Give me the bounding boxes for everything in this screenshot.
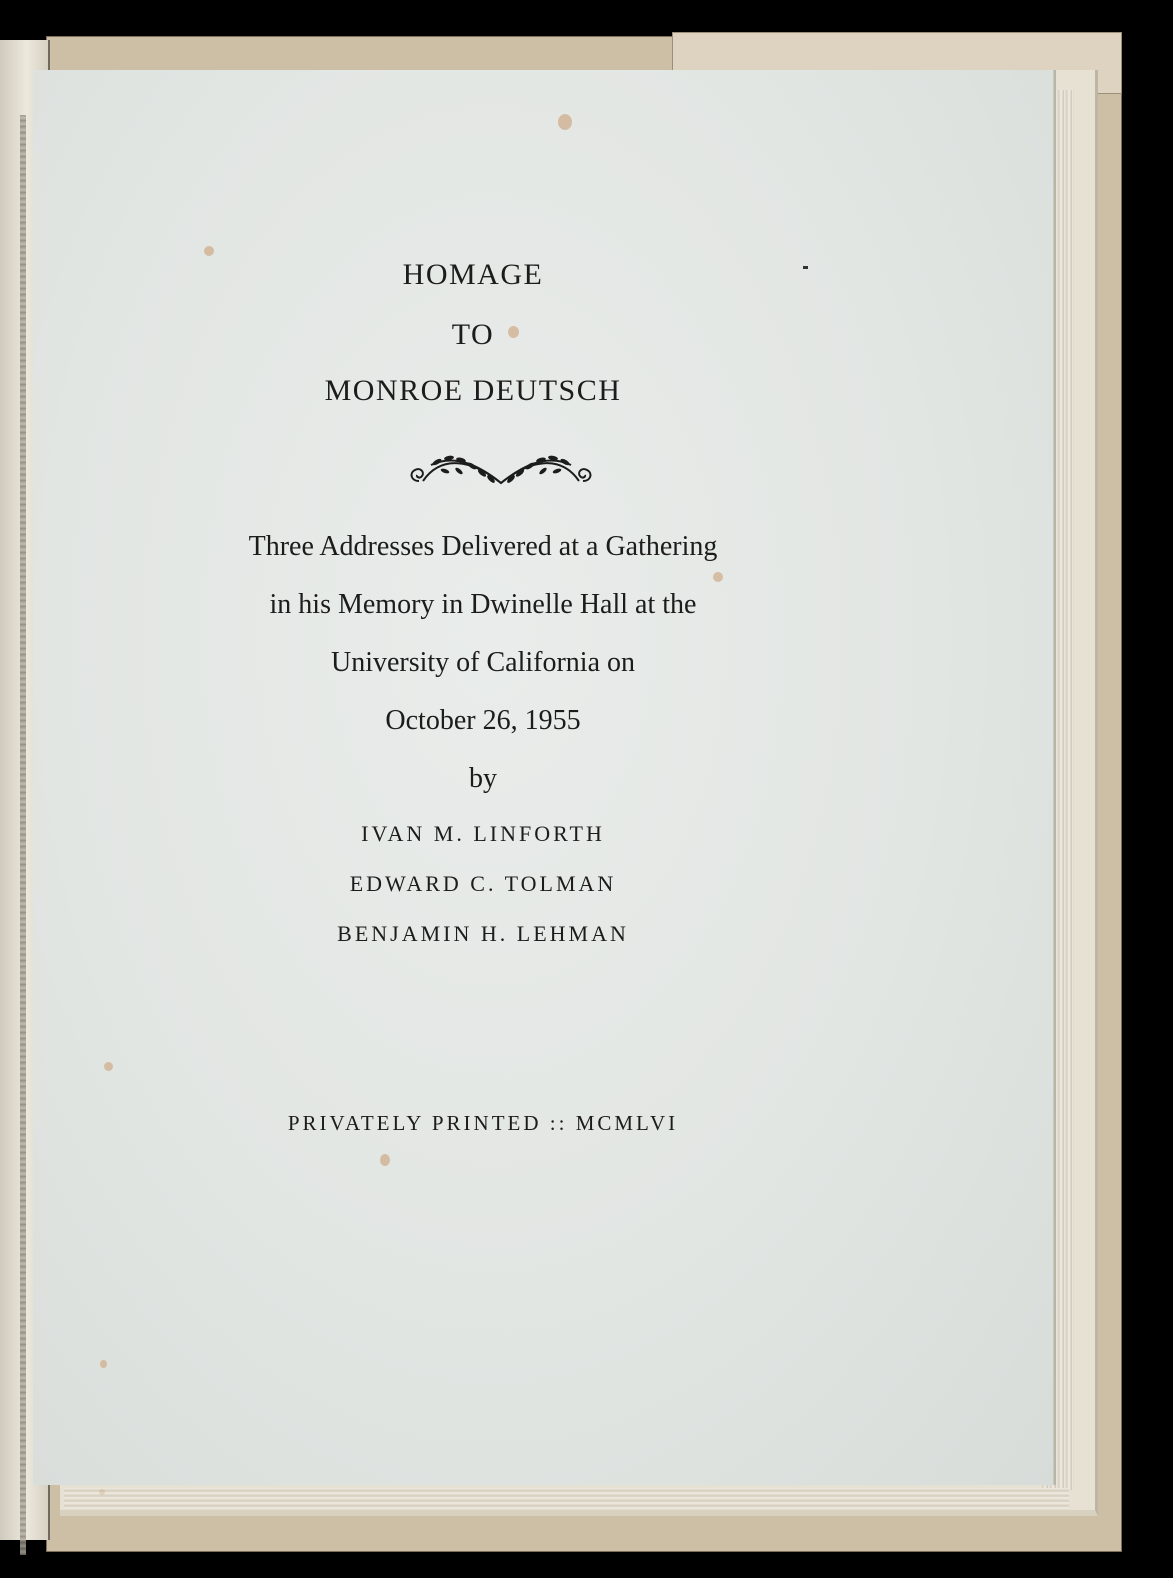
imprint: PRIVATELY PRINTED :: MCMLVI bbox=[287, 1111, 679, 1135]
subtitle-line-4: October 26, 1955 bbox=[385, 705, 581, 736]
leaf-vine-ornament-icon bbox=[401, 445, 601, 505]
deckled-bottom-edge bbox=[64, 1488, 1069, 1510]
title-page bbox=[33, 70, 1054, 1485]
foxing-spot bbox=[99, 1489, 105, 1495]
foxing-spot bbox=[100, 1360, 107, 1368]
by-line: by bbox=[469, 763, 497, 794]
subtitle-line-2: in his Memory in Dwinelle Hall at the bbox=[269, 589, 697, 620]
foxing-spot bbox=[380, 1154, 390, 1166]
title-line-2: TO bbox=[451, 318, 495, 351]
foxing-spot bbox=[558, 114, 572, 130]
subtitle-line-3: University of California on bbox=[330, 647, 636, 678]
foxing-spot bbox=[104, 1062, 113, 1071]
title-line-1: HOMAGE bbox=[402, 258, 544, 291]
title-line-3: MONROE DEUTSCH bbox=[324, 374, 622, 407]
author-1: IVAN M. LINFORTH bbox=[361, 821, 605, 846]
subtitle-line-1: Three Addresses Delivered at a Gathering bbox=[248, 531, 718, 562]
author-2: EDWARD C. TOLMAN bbox=[349, 871, 617, 896]
foxing-spot bbox=[713, 572, 723, 582]
foxing-spot bbox=[204, 246, 214, 256]
author-3: BENJAMIN H. LEHMAN bbox=[337, 921, 629, 946]
